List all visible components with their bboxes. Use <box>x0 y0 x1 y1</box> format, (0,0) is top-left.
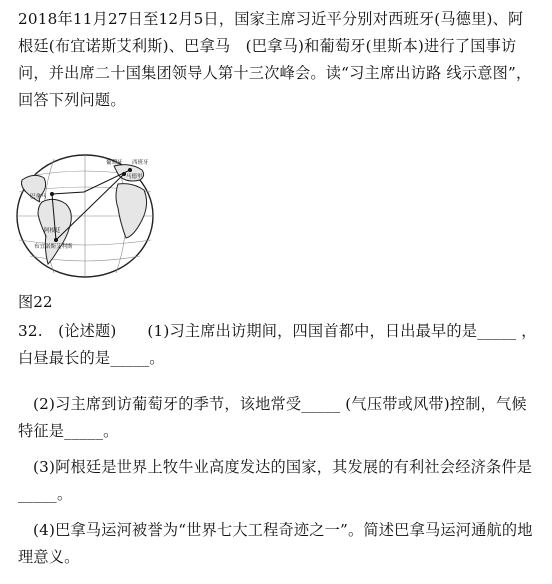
label-spain: 西班牙 <box>132 160 149 166</box>
intro-paragraph: 2018年11月27日至12月5日，国家主席习近平分别对西班牙(马德里)、阿根廷(布宜诺斯艾利斯)、巴拿马 (巴拿马)和葡萄牙(里斯本)进行了国事访问，并出席二十国集团领导人第十三次峰会。读“习主席出访路 线示意图”，回答下列问题。 <box>18 10 532 109</box>
question-32-part-4: (4)巴拿马运河被誉为“世界七大工程奇迹之一”。简述巴拿马运河通航的地理意义。 <box>18 521 533 566</box>
label-madrid: 马德里 <box>126 174 143 180</box>
question-32-part-1: 32. (论述题) (1)习主席出访期间，四国首都中，日出最早的是_____ ，白昼最长的是_____。 <box>18 322 537 367</box>
label-portugal: 葡萄牙 <box>106 160 123 166</box>
question-32-part-3: (3)阿根廷是世界上牧牛业高度发达的国家，其发展的有利社会经济条件是_____。 <box>18 458 533 503</box>
madrid-dot <box>128 168 132 172</box>
question-32-part-2: (2)习主席到访葡萄牙的季节，该地常受_____ (气压带或风带)控制，气候特征是_____。 <box>18 395 527 440</box>
figure-caption: 图22 <box>18 293 53 311</box>
buenos-aires-dot <box>54 238 58 242</box>
label-panama: 巴拿马 <box>30 194 47 200</box>
label-buenos-aires: 布宜诺斯艾利斯 <box>34 244 73 250</box>
label-argentina: 阿根廷 <box>44 228 61 234</box>
visit-route-map <box>14 152 156 280</box>
panama-dot <box>50 192 54 196</box>
